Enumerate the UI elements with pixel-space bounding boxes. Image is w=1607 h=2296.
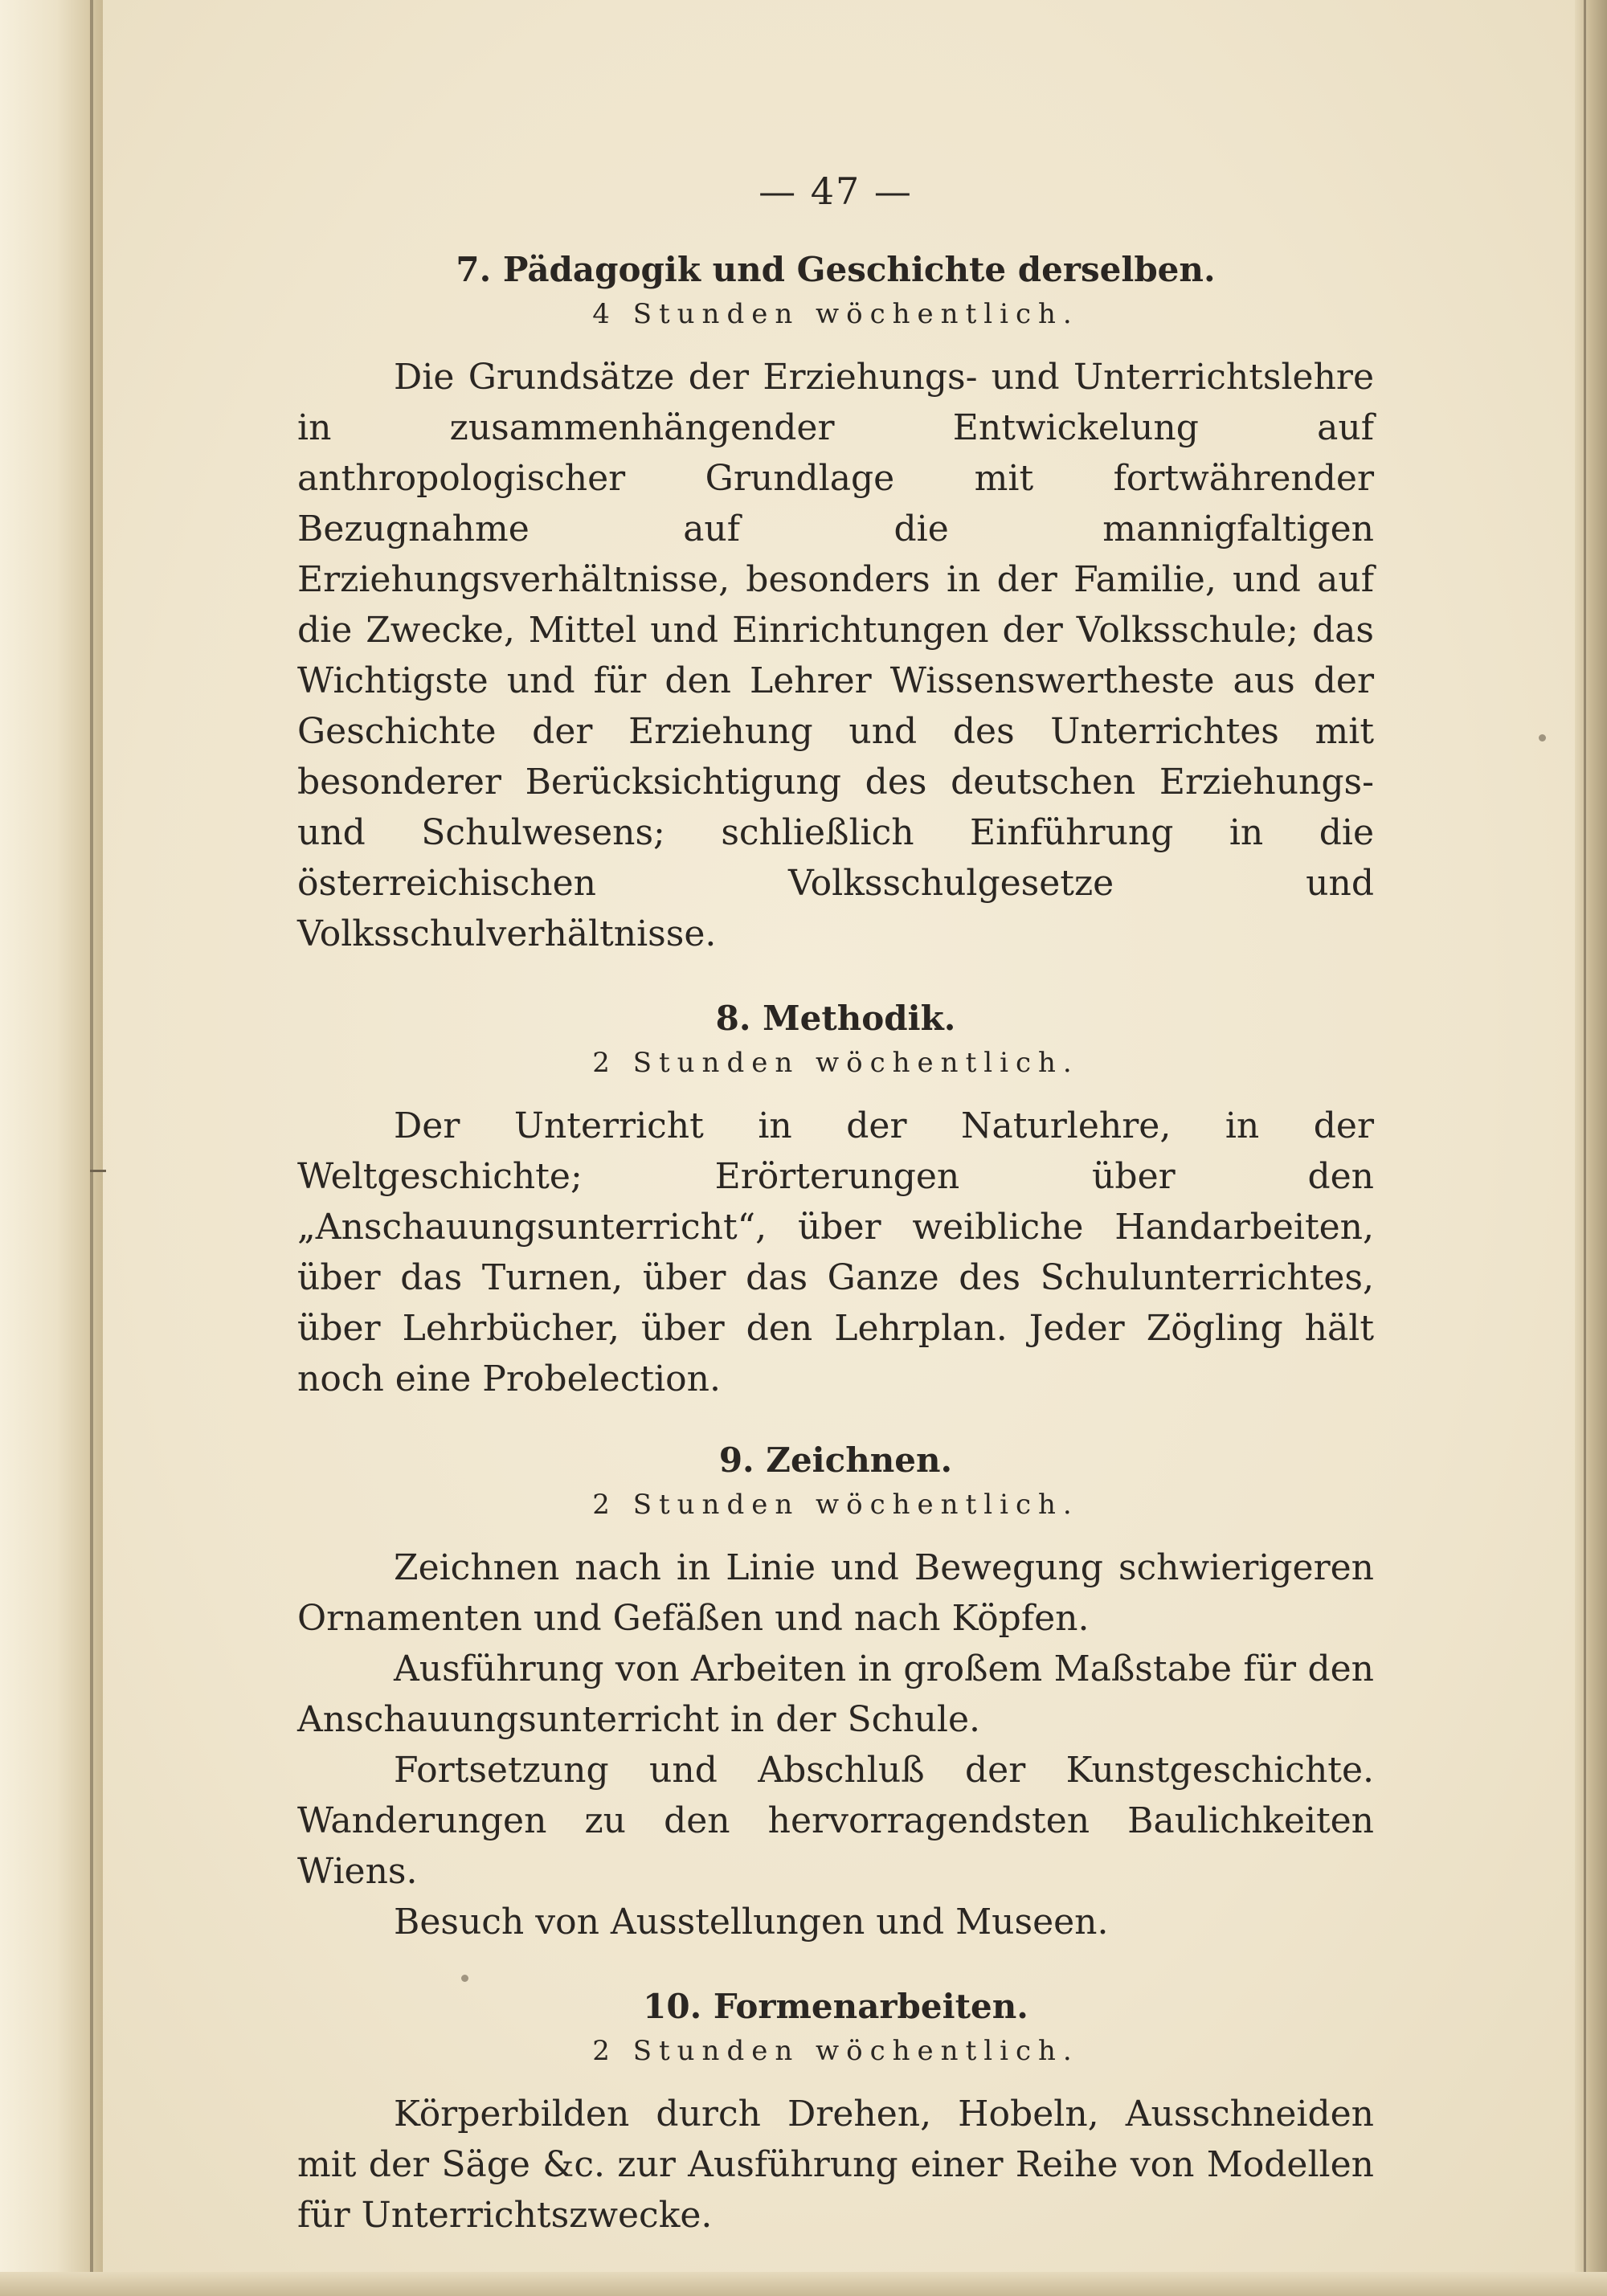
binding-fold-line	[90, 0, 93, 2296]
section-paragraph: Zeichnen nach in Linie und Bewegung schwierigeren Ornamenten und Gefäßen und nach Köpfen.	[297, 1547, 1374, 1639]
section-title: 9. Zeichnen.	[718, 1440, 953, 1480]
section-zeichnen	[297, 1436, 1374, 1947]
section-hours: 2 Stunden wöchentlich.	[592, 1047, 1079, 1079]
page-right-edge	[1575, 0, 1607, 2296]
section-paragraph: Besuch von Ausstellungen und Museen.	[394, 1902, 1109, 1943]
section-title: 8. Methodik.	[715, 999, 956, 1038]
section-paragraph: Die Grundsätze der Erziehungs- und Unterrichtslehre in zusammenhängender Entwickelung auf anthropologischer Grundlage mit fortwährender Bezugnahme auf die mannigfaltigen Erziehungsverhältnisse, besonders in der Familie, und auf die Zwecke, Mittel und Einrichtungen der Volksschule; das Wichtigste und für den Lehrer Wissenswertheste aus der Geschichte der Erziehung und des Unterrichtes mit besonderer Berücksichtigung des deutschen Erziehungs- und Schulwesens; schließlich Einführung in die österreichischen Volksschulgesetze und Volksschulverhältnisse.	[297, 357, 1374, 954]
section-paedagogik	[297, 246, 1374, 959]
book-binding-shadow	[0, 0, 103, 2296]
section-paragraph: Ausführung von Arbeiten in großem Maßstabe für den Anschauungsunterricht in der Schule.	[297, 1648, 1374, 1740]
margin-tick-mark	[90, 1170, 106, 1172]
page-content	[297, 169, 1374, 2241]
section-paragraph: Fortsetzung und Abschluß der Kunstgeschichte. Wanderungen zu den hervorragendsten Baulichkeiten Wiens.	[297, 1750, 1374, 1892]
section-title: 7. Pädagogik und Geschichte derselben.	[456, 250, 1216, 289]
section-hours: 4 Stunden wöchentlich.	[592, 298, 1079, 330]
page-speck	[1539, 734, 1546, 742]
section-formenarbeiten	[297, 1983, 1374, 2241]
section-title: 10. Formenarbeiten.	[643, 1987, 1028, 2026]
section-paragraph: Körperbilden durch Drehen, Hobeln, Ausschneiden mit der Säge &c. zur Ausführung einer Reihe von Modellen für Unterrichtszwecke.	[297, 2094, 1374, 2236]
page-bottom-edge	[0, 2272, 1607, 2296]
section-hours: 2 Stunden wöchentlich.	[592, 1489, 1079, 1521]
section-methodik	[297, 995, 1374, 1404]
page-number: — 47 —	[759, 170, 913, 213]
page-right-edge-line	[1584, 0, 1586, 2296]
section-paragraph: Der Unterricht in der Naturlehre, in der Weltgeschichte; Erörterungen über den „Anschauungsunterricht“, über weibliche Handarbeiten, über das Turnen, über das Ganze des Schulunterrichtes, über Lehrbücher, über den Lehrplan. Jeder Zögling hält noch eine Probelection.	[297, 1105, 1374, 1399]
section-hours: 2 Stunden wöchentlich.	[592, 2035, 1079, 2067]
